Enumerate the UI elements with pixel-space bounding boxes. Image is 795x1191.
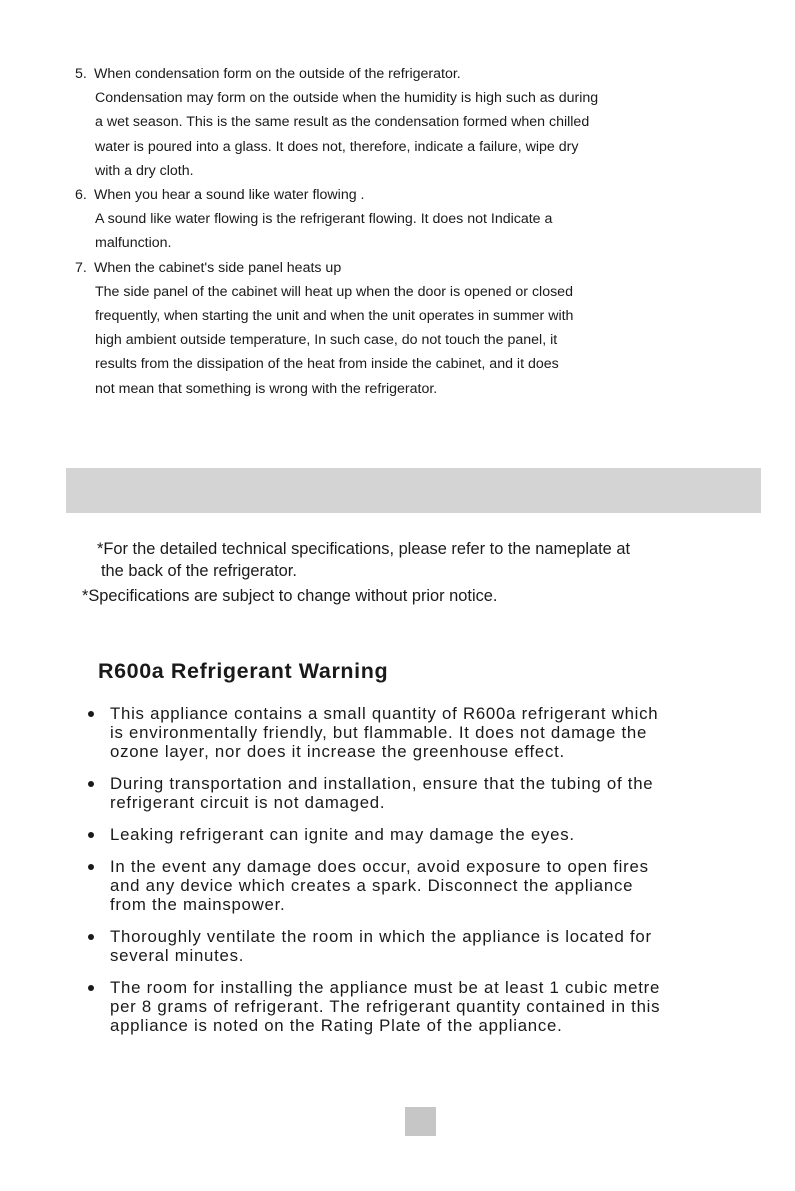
warning-line: In the event any damage does occur, avoid exposure to open fires bbox=[110, 857, 649, 876]
body-line: results from the dissipation of the heat from inside the cabinet, and it does bbox=[95, 356, 559, 373]
page-number-box bbox=[405, 1107, 436, 1136]
body-line: A sound like water flowing is the refrigerant flowing. It does not Indicate a bbox=[95, 211, 553, 228]
body-line: a wet season. This is the same result as the condensation formed when chilled bbox=[95, 114, 590, 131]
warning-title: R600a Refrigerant Warning bbox=[98, 659, 389, 683]
heading-text: When condensation form on the outside of the refrigerator. bbox=[94, 66, 461, 82]
troubleshooting-item bbox=[75, 256, 715, 401]
bullet-icon bbox=[88, 832, 94, 838]
item-number: 6. bbox=[75, 187, 87, 204]
troubleshooting-item bbox=[75, 62, 715, 183]
body-line: with a dry cloth. bbox=[95, 162, 194, 179]
body-line: high ambient outside temperature, In such case, do not touch the panel, it bbox=[95, 332, 558, 349]
warning-line: The room for installing the appliance must be at least 1 cubic metre bbox=[110, 978, 661, 997]
warning-line: This appliance contains a small quantity of R600a refrigerant which bbox=[110, 704, 659, 723]
troubleshooting-body bbox=[75, 207, 715, 255]
troubleshooting-heading bbox=[75, 62, 715, 86]
warning-item bbox=[84, 774, 744, 812]
warning-line: During transportation and installation, ensure that the tubing of the bbox=[110, 774, 654, 793]
troubleshooting-body bbox=[75, 86, 715, 183]
warning-line: appliance is noted on the Rating Plate of the appliance. bbox=[110, 1016, 563, 1035]
heading-text: When you hear a sound like water flowing . bbox=[94, 187, 365, 204]
spec-notes bbox=[82, 538, 722, 607]
heading-text: When the cabinet's side panel heats up bbox=[94, 259, 342, 276]
warning-list bbox=[84, 704, 744, 1048]
item-number: 5. bbox=[75, 66, 87, 82]
spec-note-line: *Specifications are subject to change without prior notice. bbox=[82, 587, 498, 605]
troubleshooting-item bbox=[75, 183, 715, 256]
body-line: malfunction. bbox=[95, 235, 172, 252]
body-line: water is poured into a glass. It does not, therefore, indicate a failure, wipe dry bbox=[95, 138, 579, 155]
body-line: frequently, when starting the unit and when the unit operates in summer with bbox=[95, 308, 574, 325]
warning-line: and any device which creates a spark. Disconnect the appliance bbox=[110, 876, 634, 895]
warning-line: Leaking refrigerant can ignite and may damage the eyes. bbox=[110, 825, 575, 844]
warning-line: from the mainspower. bbox=[110, 895, 286, 914]
warning-item bbox=[84, 825, 744, 844]
warning-line: refrigerant circuit is not damaged. bbox=[110, 793, 386, 812]
spec-note-line: *For the detailed technical specifications, please refer to the nameplate at bbox=[97, 540, 631, 558]
troubleshooting-list bbox=[75, 62, 715, 401]
bullet-icon bbox=[88, 711, 94, 717]
warning-line: per 8 grams of refrigerant. The refrigerant quantity contained in this bbox=[110, 997, 661, 1016]
troubleshooting-heading bbox=[75, 256, 715, 280]
warning-line: several minutes. bbox=[110, 946, 245, 965]
body-line: The side panel of the cabinet will heat up when the door is opened or closed bbox=[95, 283, 573, 300]
bullet-icon bbox=[88, 864, 94, 870]
bullet-icon bbox=[88, 985, 94, 991]
item-number: 7. bbox=[75, 259, 87, 276]
warning-item bbox=[84, 704, 744, 761]
warning-line: is environmentally friendly, but flammable. It does not damage the bbox=[110, 723, 648, 742]
troubleshooting-heading bbox=[75, 183, 715, 207]
bullet-icon bbox=[88, 934, 94, 940]
troubleshooting-body bbox=[75, 280, 715, 401]
warning-item bbox=[84, 927, 744, 965]
warning-item bbox=[84, 978, 744, 1035]
body-line: not mean that something is wrong with the refrigerator. bbox=[95, 380, 438, 397]
spec-note-line: the back of the refrigerator. bbox=[101, 562, 297, 580]
body-line: Condensation may form on the outside when the humidity is high such as during bbox=[95, 90, 599, 107]
warning-line: Thoroughly ventilate the room in which the appliance is located for bbox=[110, 927, 652, 946]
warning-item bbox=[84, 857, 744, 914]
warning-line: ozone layer, nor does it increase the greenhouse effect. bbox=[110, 742, 565, 761]
section-header-bar bbox=[66, 468, 761, 513]
bullet-icon bbox=[88, 781, 94, 787]
